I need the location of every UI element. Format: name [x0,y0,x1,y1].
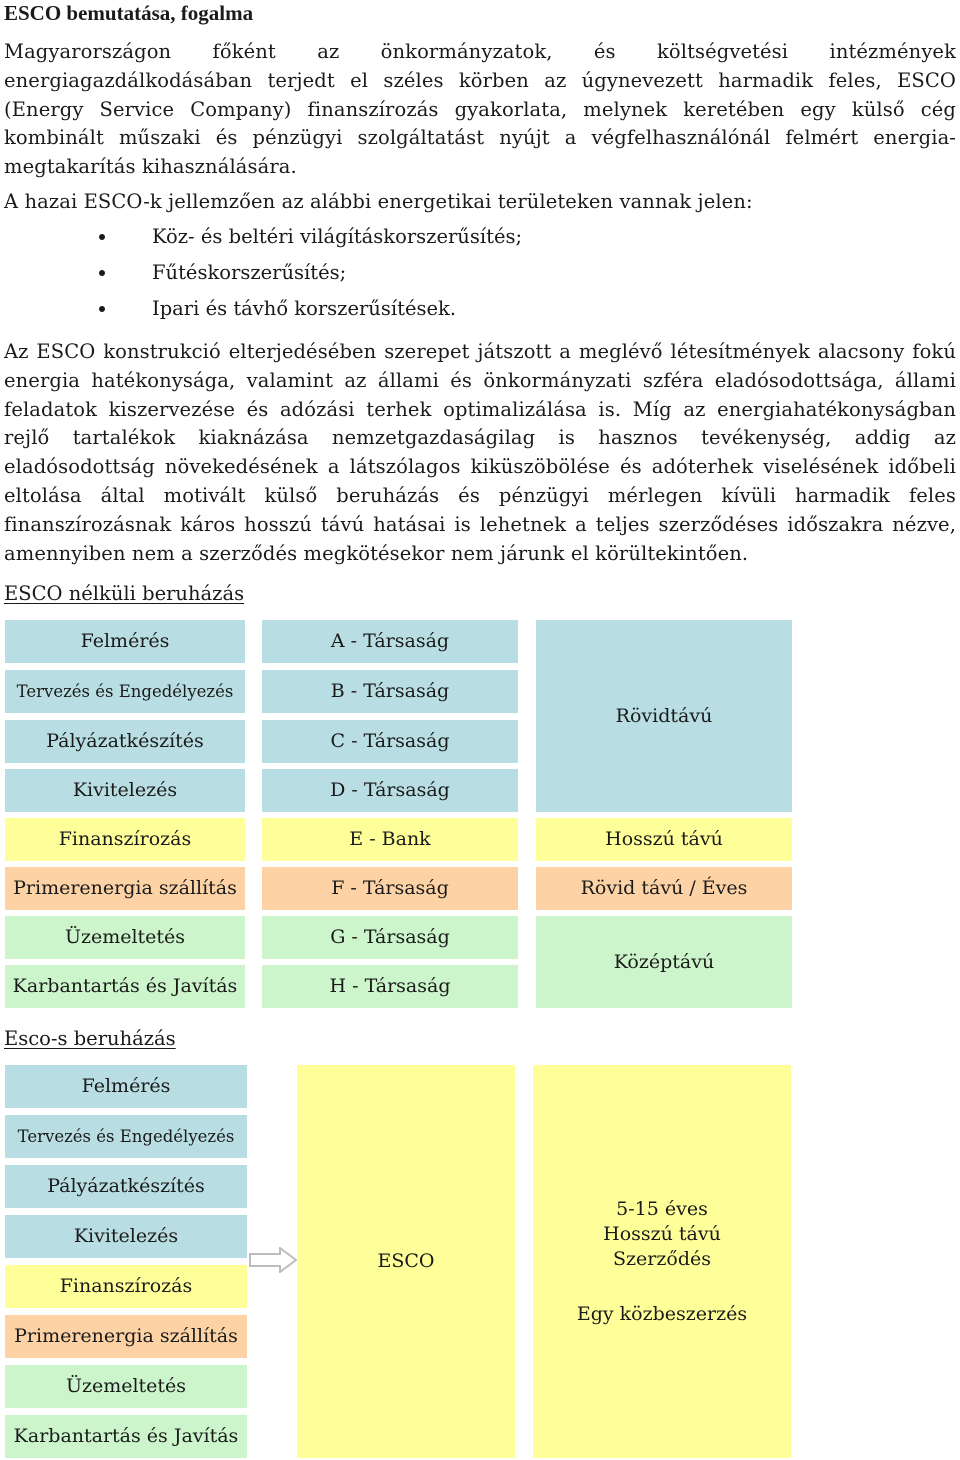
bullet-list [0,222,960,330]
d1-party-b: B - Társaság [262,670,518,713]
arrow-right-icon [248,1247,298,1273]
d1-party-e-bank: E - Bank [262,818,518,861]
contract-term: Hosszú távú [603,1222,721,1245]
paragraph-discussion: Az ESCO konstrukció elterjedésében szerepet játszott a meglévő létesítmények alacsony fokú energia hatékonysága, valamint az állami és önkormányzati szféra eladósodottsága, állami feladatok kiszervezése és adózási terhek optimalizálása is. Míg az energiahatékonyságban rejlő tartalékok kiaknázása nemzetgazdaságilag is hasznos tevékenység, addig az eladósodottság növekedésének a látszólagos kiküszöbölése és adóterhek viselésének időbeli eltolása által motivált külső beruházás és pénzügyi mérlegen kívüli harmadik feles finanszírozásnak káros hosszú távú hatásai is lehetnek a teljes szerződéses időszakra nézve, amennyiben nem a szerződés megkötésekor nem járunk el körültekintően. [4,340,956,565]
list-item [0,222,960,258]
d2-step-karbantartas: Karbantartás és Javítás [5,1415,247,1458]
diagram1-label: ESCO nélküli beruházás [4,582,245,605]
list-item [0,294,960,330]
d1-party-f: F - Társaság [262,867,518,910]
list-item [0,258,960,294]
contract-procurement: Egy közbeszerzés [576,1302,748,1325]
d1-step-tervezes: Tervezés és Engedélyezés [5,670,245,713]
d2-step-uzemeltetes: Üzemeltetés [5,1365,247,1408]
d1-step-primerenergia: Primerenergia szállítás [5,867,245,910]
d1-step-kivitelezes: Kivitelezés [5,769,245,812]
bullet-icon [99,306,105,312]
d1-step-palyazat: Pályázatkészítés [5,720,245,763]
diagram2-label: Esco-s beruházás [4,1027,176,1050]
d1-duration-long: Hosszú távú [536,818,792,861]
d1-party-g: G - Társaság [262,916,518,959]
bullet-icon [99,234,105,240]
bullet-icon [99,270,105,276]
paragraph-areas: A hazai ESCO-k jellemzően az alábbi energetikai területeken vannak jelen: [4,190,753,213]
list-item-text: Köz- és beltéri világításkorszerűsítés; [152,225,523,248]
d2-step-felmeres: Felmérés [5,1065,247,1108]
d1-duration-short-yearly: Rövid távú / Éves [536,867,792,910]
d2-contract [533,1065,791,1458]
d1-step-finanszirozas: Finanszírozás [5,818,245,861]
d2-step-primerenergia: Primerenergia szállítás [5,1315,247,1358]
d2-step-finanszirozas: Finanszírozás [5,1265,247,1308]
d1-duration-medium: Középtávú [536,916,792,1008]
d1-step-felmeres: Felmérés [5,620,245,663]
list-item-text: Ipari és távhő korszerűsítések. [152,297,457,320]
contract-type: Szerződés [613,1247,711,1270]
d1-party-d: D - Társaság [262,769,518,812]
d1-duration-short: Rövidtávú [536,620,792,812]
document-title: ESCO bemutatása, fogalma [4,1,254,25]
d2-step-palyazat: Pályázatkészítés [5,1165,247,1208]
d2-step-tervezes: Tervezés és Engedélyezés [5,1115,247,1158]
paragraph-intro: Magyarországon főként az önkormányzatok, és költségvetési intézmények energiagazdálkodásában terjedt el széles körben az úgynevezett harmadik feles, ESCO (Energy Service Company) finanszírozás gyakorlata, melynek keretében egy külső cég kombinált műszaki és pénzügyi szolgáltatást nyújt a végfelhasználónál felmért energia-megtakarítás kihasználására. [4,40,956,179]
d1-party-c: C - Társaság [262,720,518,763]
d1-step-karbantartas: Karbantartás és Javítás [5,965,245,1008]
list-item-text: Fűtéskorszerűsítés; [152,261,347,284]
d1-party-h: H - Társaság [262,965,518,1008]
d2-step-kivitelezes: Kivitelezés [5,1215,247,1258]
d1-step-uzemeltetes: Üzemeltetés [5,916,245,959]
d2-esco-provider: ESCO [297,1065,515,1458]
contract-duration: 5-15 éves [616,1197,708,1220]
d1-party-a: A - Társaság [262,620,518,663]
